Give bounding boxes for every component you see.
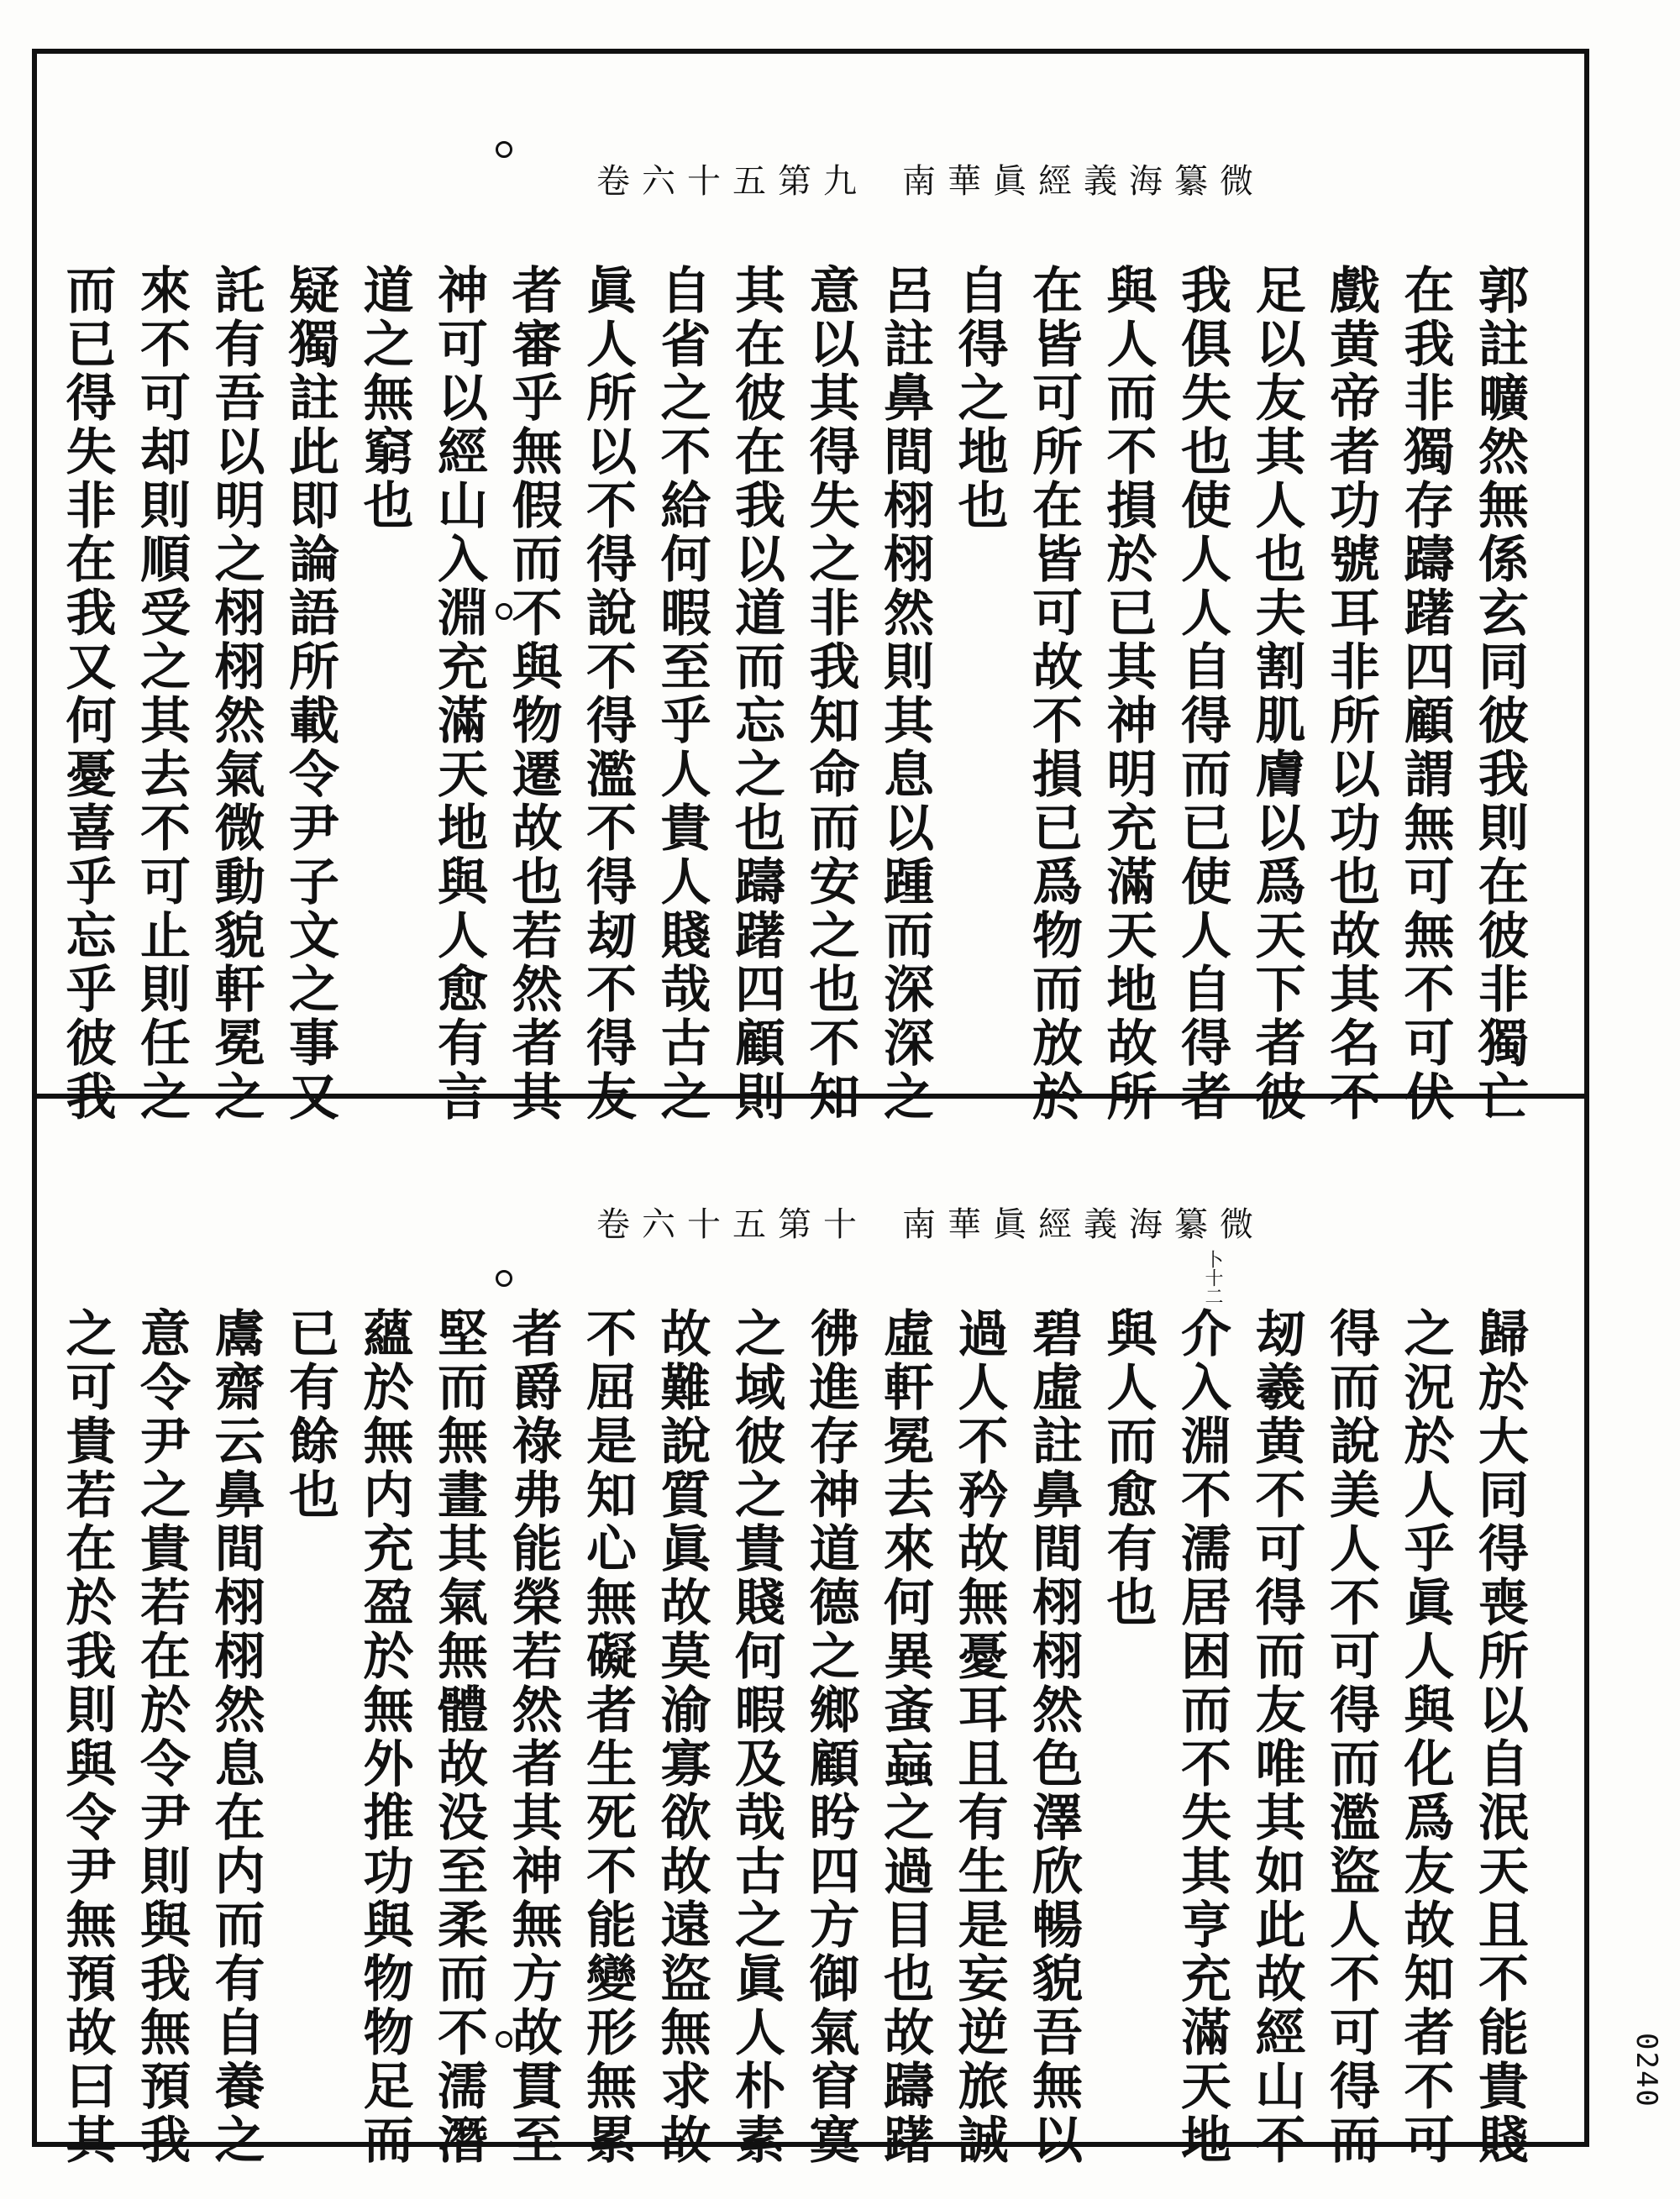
top-column-10: 意以其得失之非我知命而安之也不知 <box>801 264 860 1124</box>
top-column-15: 神可以經山入淵充滿天地與人愈有言 <box>429 264 488 1124</box>
top-column-2: 在我非獨存躊躇四顧謂無可無不可伏 <box>1395 264 1455 1124</box>
top-circle-mark-1 <box>496 141 512 158</box>
top-header-title: 南華眞經義海纂微 <box>902 162 1265 201</box>
top-column-17: 疑獨註此即論語所載令尹子文之事又 <box>281 264 339 1124</box>
top-page <box>37 54 1584 1124</box>
bottom-column-8: 過人不矜故無憂耳且有生是妄逆旅誠 <box>949 1307 1009 2167</box>
bottom-column-16: 蘊於無内充盈於無外推功與物物足而 <box>354 1307 414 2167</box>
top-column-4: 足以友其人也夫割肌膚以爲天下者彼 <box>1247 264 1306 1124</box>
top-column-20: 而已得失非在我又何憂喜乎忘乎彼我 <box>57 264 117 1124</box>
top-column-19: 來不可却則順受之其去不可止則任之 <box>132 264 191 1124</box>
bottom-column-7: 碧虛註鼻間栩栩然色澤欣暢貌吾無以 <box>1024 1307 1083 2167</box>
top-column-11: 其在彼在我以道而忘之也躊躇四顧則 <box>727 264 785 1124</box>
top-column-9: 呂註鼻間栩栩然則其息以踵而深深之 <box>875 264 934 1124</box>
top-column-13: 眞人所以不得說不得濫不得刼不得友 <box>578 264 637 1124</box>
top-column-3: 戲黄帝者功號耳非所以功也故其名不 <box>1321 264 1380 1124</box>
bottom-column-20: 之可貴若在於我則與令尹無預故曰其 <box>57 1307 117 2167</box>
bottom-column-18: 鬳齋云鼻間栩栩然息在内而有自養之 <box>206 1307 265 2167</box>
bottom-column-17: 已有餘也 <box>281 1307 339 1522</box>
top-column-5: 我俱失也使人人自得而已使人自得者 <box>1173 264 1231 1124</box>
top-column-12: 自省之不給何暇至乎人貴人賤哉古之 <box>652 264 711 1124</box>
top-header-volume: 卷六十五第九 <box>596 162 869 201</box>
top-column-6: 與人而不損於已其神明充滿天地故所 <box>1098 264 1158 1124</box>
top-column-1: 郭註曠然無係玄同彼我則在彼非獨亡 <box>1470 264 1529 1124</box>
top-header <box>563 155 1265 202</box>
bottom-column-3: 得而說美人不可得而濫盜人不可得而 <box>1321 1307 1380 2167</box>
bottom-column-12: 故難說質眞故莫渝寡欲故遠盜無求故 <box>652 1307 711 2167</box>
bottom-column-1: 歸於大同得喪所以自泯天且不能貴賤 <box>1470 1307 1529 2167</box>
bottom-column-4: 刼羲黄不可得而友唯其如此故經山不 <box>1247 1307 1306 2167</box>
top-column-14: 者審乎無假而不與物遷故也若然者其 <box>503 264 563 1124</box>
top-column-8: 自得之地也 <box>949 264 1009 533</box>
bottom-column-13: 不屈是知心無礙者生死不能變形無累 <box>578 1307 637 2167</box>
bottom-column-11: 之域彼之貴賤何暇及哉古之眞人朴素 <box>727 1307 785 2167</box>
bottom-header-volume: 卷六十五第十 <box>596 1205 869 1244</box>
bottom-circle-mark-1 <box>496 1270 512 1287</box>
bottom-column-15: 堅而無畫其氣無體故没至柔而不濡潛 <box>429 1307 488 2167</box>
page-number: 0240 <box>1630 2033 1663 2108</box>
bottom-column-19: 意令尹之貴若在於令尹則與我無預我 <box>132 1307 191 2167</box>
bottom-column-2: 之況於人乎眞人與化爲友故知者不可 <box>1395 1307 1455 2167</box>
bottom-column-10: 彿進存神道德之鄉顧盻四方御氣窅寞 <box>801 1307 860 2167</box>
top-column-18: 託有吾以明之栩栩然氣微動貌軒冕之 <box>206 264 265 1124</box>
bottom-column-9: 虛軒冕去來何異蚉蝱之過目也故躊躇 <box>875 1307 934 2167</box>
bottom-header-title: 南華眞經義海纂微 <box>902 1205 1265 1244</box>
bottom-column-6: 與人而愈有也 <box>1098 1307 1158 1630</box>
bottom-column-5: 介入淵不濡居困而不失其亨充滿天地 <box>1173 1307 1231 2167</box>
bottom-column-14: 者爵祿弗能榮若然者其神無方故貫至 <box>503 1307 563 2167</box>
top-column-7: 在皆可所在皆可故不損已爲物而放於 <box>1024 264 1083 1124</box>
bottom-margin-note: 卜十二 <box>1202 1250 1223 1305</box>
bottom-page <box>37 1099 1584 2167</box>
top-column-16: 道之無窮也 <box>354 264 414 533</box>
bottom-header <box>563 1198 1265 1246</box>
